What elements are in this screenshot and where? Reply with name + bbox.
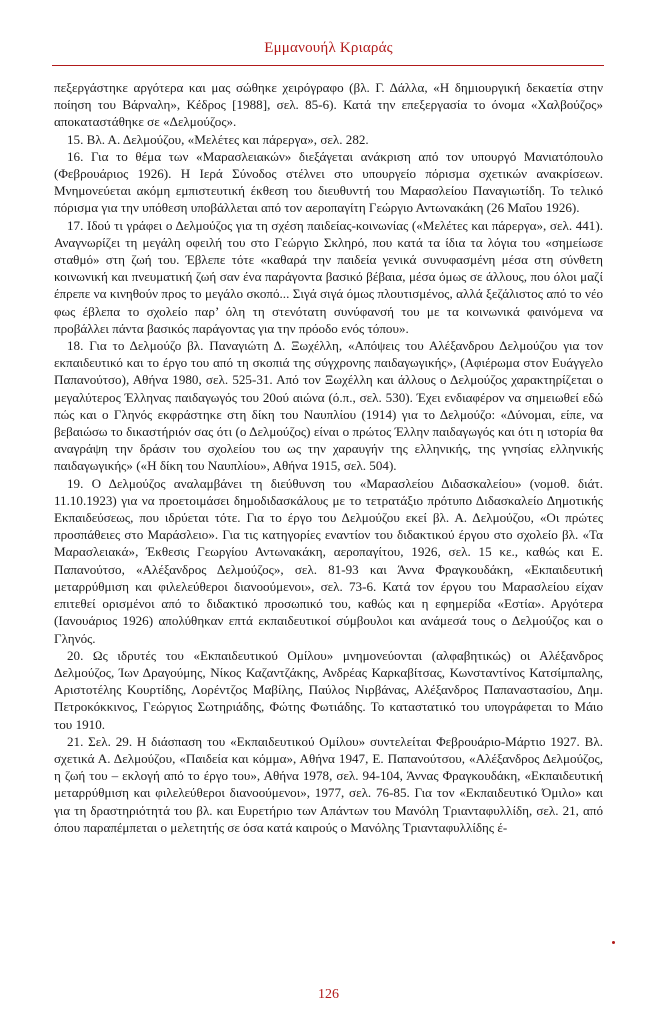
header-divider [52,65,604,66]
page-number: 126 [318,987,339,1002]
notes-body [54,79,603,836]
note-20: 20. Ως ιδρυτές του «Εκπαιδευτικού Ομίλου» μνημονεύονται (αλφαβητικώς) οι Αλέξανδρος Δελμούζος, Ίων Δραγούμης, Νίκος Καζαντζάκης, Ανδρέας Καρκαβίτσας, Κωνσταντίνος Κατσίμπαλης, Αριστοτέλης Κουρτίδης, Λορέντζος Μαβίλης, Παύλος Νιρβάνας, Αλέξανδρος Παπαναστασίου, Δημ. Πετροκόκκινος, Γεώργιος Σωτηριάδης, Φώτης Φωτιάδης. Το καταστατικό του υπογράφεται το Μάιο του 1910. [54,647,603,732]
note-19: 19. Ο Δελμούζος αναλαμβάνει τη διεύθυνση του «Μαρασλείου Διδασκαλείου» (νομοθ. διάτ. 11.10.1923) για να προετοιμάσει δημοδιδασκάλους με το τετρατάξιο πρότυπο Διδασκαλείο Δημοτικής Εκπαιδεύσεως, που ιδρύεται τότε. Για το έργο του Δελμούζου εκεί βλ. Α. Δελμούζου, «Οι πρώτες προσπάθειες στο Μαράσλειο». Για τις κατηγορίες εναντίον του διδακτικού έργου στο σχολείο βλ. «Τα Μαρασλειακά», Έκθεσις Γεωργίου Αντωνακάκη, αεροπαγίτου, 1926, σελ. 15 κε., καθώς και Ε. Παπανούτσο, «Αλέξανδρος Δελμούζος», σελ. 81-93 και Άννα Φραγκουδάκη, «Εκπαιδευτική μεταρρύθμιση και φιλελεύθεροι διανοούμενοι», σελ. 73-6. Κατά τον έργου του Μαρασλείου είχαν επιτεθεί ορισμένοι από το διδακτικό προσωπικό του, καθώς και η εφημερίδα «Εστία». Αργότερα (Ιανουάριος 1926) απολύθηκαν επτά εκπαιδευτικοί σύμβουλοι και ανάμεσά τους ο Δελμούζος και ο Γληνός. [54,475,603,646]
running-header-author: Εμμανουήλ Κριαράς [264,40,393,56]
note-21: 21. Σελ. 29. Η διάσπαση του «Εκπαιδευτικού Ομίλου» συντελείται Φεβρουάριο-Μάρτιο 1927. Βλ. σχετικά Α. Δελμούζου, «Παιδεία και κόμμα», Αθήνα 1947, Ε. Παπανούτσου, «Αλέξανδρος Δελμούζος, η ζωή του – εκλογή από το έργο του», Αθήνα 1978, σελ. 94-104, Άννας Φραγκουδάκη, «Εκπαιδευτική μεταρρύθμιση και φιλελεύθεροι διανοούμενοι», 1977, σελ. 76-85. Για τον «Εκπαιδευτικό Όμιλο» και για τη δραστηριότητά του βλ. και Ευρετήριο των Απάντων του Μανόλη Τριανταφυλλίδη, σελ. 21, από όπου παραπέμπεται ο μελετητής σε όσα κατά καιρούς ο Μανόλης Τριανταφυλλίδης έ- [54,733,603,835]
note-17: 17. Ιδού τι γράφει ο Δελμούζος για τη σχέση παιδείας-κοινωνίας («Μελέτες και πάρεργα», σελ. 441). Αναγνωρίζει τη μεγάλη οφειλή του στο Γεώργιο Σκληρό, που κατά τα ίδια τα λόγια του «σημείωσε σταθμό» στη ζωή του. Έβλεπε τότε «καθαρά την παιδεία γενικά συνυφασμένη μέσα στη σύνθετη κοινωνική και πνευματική ζωή σαν ένα παράγοντα βασικό βέβαια, μέσα όμως σε άλλους, που όλοι μαζί έπρεπε να κινηθούν προς το μεγάλο σκοπό... Σιγά σιγά όμως πλουτισμένος, αλλά ξεζάλιστος από το νέο φως έβλεπα το σχολείο παρ’ όλη τη στενότατη συνύφανσή του με τα κοινωνικά φαινόμενα να προβάλλει πάντα βασικός παράγοντας για την πρόοδο ενός τόπου». [54,217,603,336]
note-16: 16. Για το θέμα των «Μαρασλειακών» διεξάγεται ανάκριση από τον υπουργό Μανιατόπουλο (Φεβρουάριος 1926). Η Ιερά Σύνοδος στέλνει στο υπουργείο πόρισμα σχετικών ανακρίσεων. Μνημονεύεται ακόμη εμπιστευτική έκθεση του διευθυντή του Μαρασλείου Παναγιωτίδη. Το τελικό πόρισμα για την υπόθεση υποβάλλεται από τον αεροπαγίτη Γεώργιο Αντωνακάκη (26 Μαΐου 1926). [54,148,603,216]
note-continuation: πεξεργάστηκε αργότερα και μας σώθηκε χειρόγραφο (βλ. Γ. Δάλλα, «Η δημιουργική δεκαετία στην ποίηση του Βάρναλη», Κέδρος [1988], σελ. 85-6). Κατά την επεξεργασία το όνομα «Χαλβούζος» αποκαταστάθηκε σε «Δελμούζος». [54,80,603,130]
note-18: 18. Για το Δελμούζο βλ. Παναγιώτη Δ. Ξωχέλλη, «Απόψεις του Αλέξανδρου Δελμούζου για τον εκπαιδευτικό και το έργο του από τη σκοπιά της σύγχρονης παιδαγωγικής», (Αφιέρωμα στον Ευάγγελο Παπανούτσο), Αθήνα 1980, σελ. 525-31. Από τον Ξωχέλλη και άλλους ο Δελμούζος χαρακτηρίζεται ο μεγαλύτερος Έλληνας παιδαγωγός του 20ού αιώνα (ό.π., σελ. 530). Έχει ενδιαφέρον να σημειωθεί εδώ πώς και ο Γληνός εκφράστηκε στη δίκη του Ναυπλίου (1914) για το Δελμούζο: «Δύνομαι, είπε, να βεβαιώσω το δικαστήριόν σας ότι (ο Δελμούζος) είναι ο πρώτος Έλλην παιδαγωγός και ότι η ιστορία θα αναγράψη την δράσιν του σχολείου του ως την χαραυγήν της ελληνικής, της γνησίας ελληνικής παιδαγωγικής» («Η δίκη του Ναυπλίου», Αθήνα 1915, σελ. 504). [54,338,603,474]
note-15: 15. Βλ. Α. Δελμούζου, «Μελέτες και πάρεργα», σελ. 282. [67,131,369,147]
margin-mark [612,941,615,944]
